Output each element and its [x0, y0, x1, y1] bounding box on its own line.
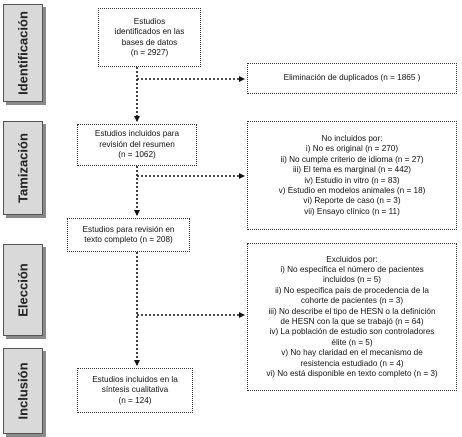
box-line: (n = 1062)	[118, 150, 156, 160]
reason-line: i) No especifica el número de pacientes	[280, 264, 424, 274]
box-line: bases de datos	[121, 37, 178, 47]
reason-line: de HESN con la que se trabajó (n = 64)	[280, 317, 424, 326]
box-fulltext-review	[67, 218, 190, 252]
box-title: Excluidos por:	[326, 254, 378, 264]
reason-item: v) Estudio en modelos animales (n = 18)	[278, 185, 426, 195]
box-identified-records	[98, 8, 201, 67]
stage-label-identification-text: Identificación	[15, 11, 31, 95]
box-line: Eliminación de duplicados (n = 1865 )	[283, 73, 421, 83]
reason-item: vii) Ensayo clínico (n = 11)	[304, 206, 400, 216]
box-excluded-abstract-reasons	[247, 121, 457, 230]
box-screened-abstracts	[77, 124, 197, 166]
reason-item: iv) Estudio in vitro (n = 83)	[304, 175, 400, 185]
reason-item: i) No es original (n = 270)	[305, 144, 399, 154]
reason-item: ii) No cumple criterio de idioma (n = 27)	[280, 154, 424, 164]
box-title: No incluidos por:	[321, 133, 383, 143]
reason-line: cohorte de pacientes (n = 3)	[300, 296, 404, 306]
reason-line: vi) No está disponible en texto completo (n = 3)	[266, 369, 438, 379]
reason-item: vi) Reporte de caso (n = 3)	[303, 196, 401, 206]
stage-label-screening-text: Tamización	[15, 133, 31, 203]
box-line: (n = 2927)	[130, 47, 169, 57]
stage-label-eligibility-text: Elección	[15, 263, 31, 317]
box-line: (n = 124)	[118, 395, 152, 405]
reason-line: ii) No especifica país de procedencia de la	[275, 285, 429, 295]
box-line: Estudios incluidos para	[94, 129, 180, 139]
reason-item: iii) El tema es marginal (n = 442)	[292, 165, 412, 175]
box-line: texto completo (n = 208)	[84, 235, 173, 244]
box-duplicates-removed	[247, 63, 457, 94]
box-line: identificados en las	[114, 27, 185, 37]
reason-line: iii) No describe el tipo de HESN o la definición	[268, 306, 436, 316]
box-included-studies	[77, 368, 193, 413]
reason-line: resistencia estudiado (n = 4)	[300, 358, 404, 368]
box-line: revisión del resumen	[99, 139, 175, 149]
box-line: Estudios para revisión en	[82, 224, 175, 234]
reason-line: iv) La población de estudio son controladores	[269, 327, 435, 337]
box-line: Estudios	[133, 16, 166, 26]
stage-label-inclusion-text: Inclusión	[15, 362, 31, 420]
box-excluded-fulltext-reasons	[247, 243, 457, 391]
reason-line: v) No hay claridad en el mecanismo de	[281, 348, 423, 358]
reason-line: incluidos (n = 5)	[322, 275, 382, 285]
box-line: síntesis cualitativa	[101, 385, 169, 395]
reason-line: élite (n = 5)	[331, 337, 373, 347]
box-line: Estudios incluidos en la	[92, 374, 178, 384]
